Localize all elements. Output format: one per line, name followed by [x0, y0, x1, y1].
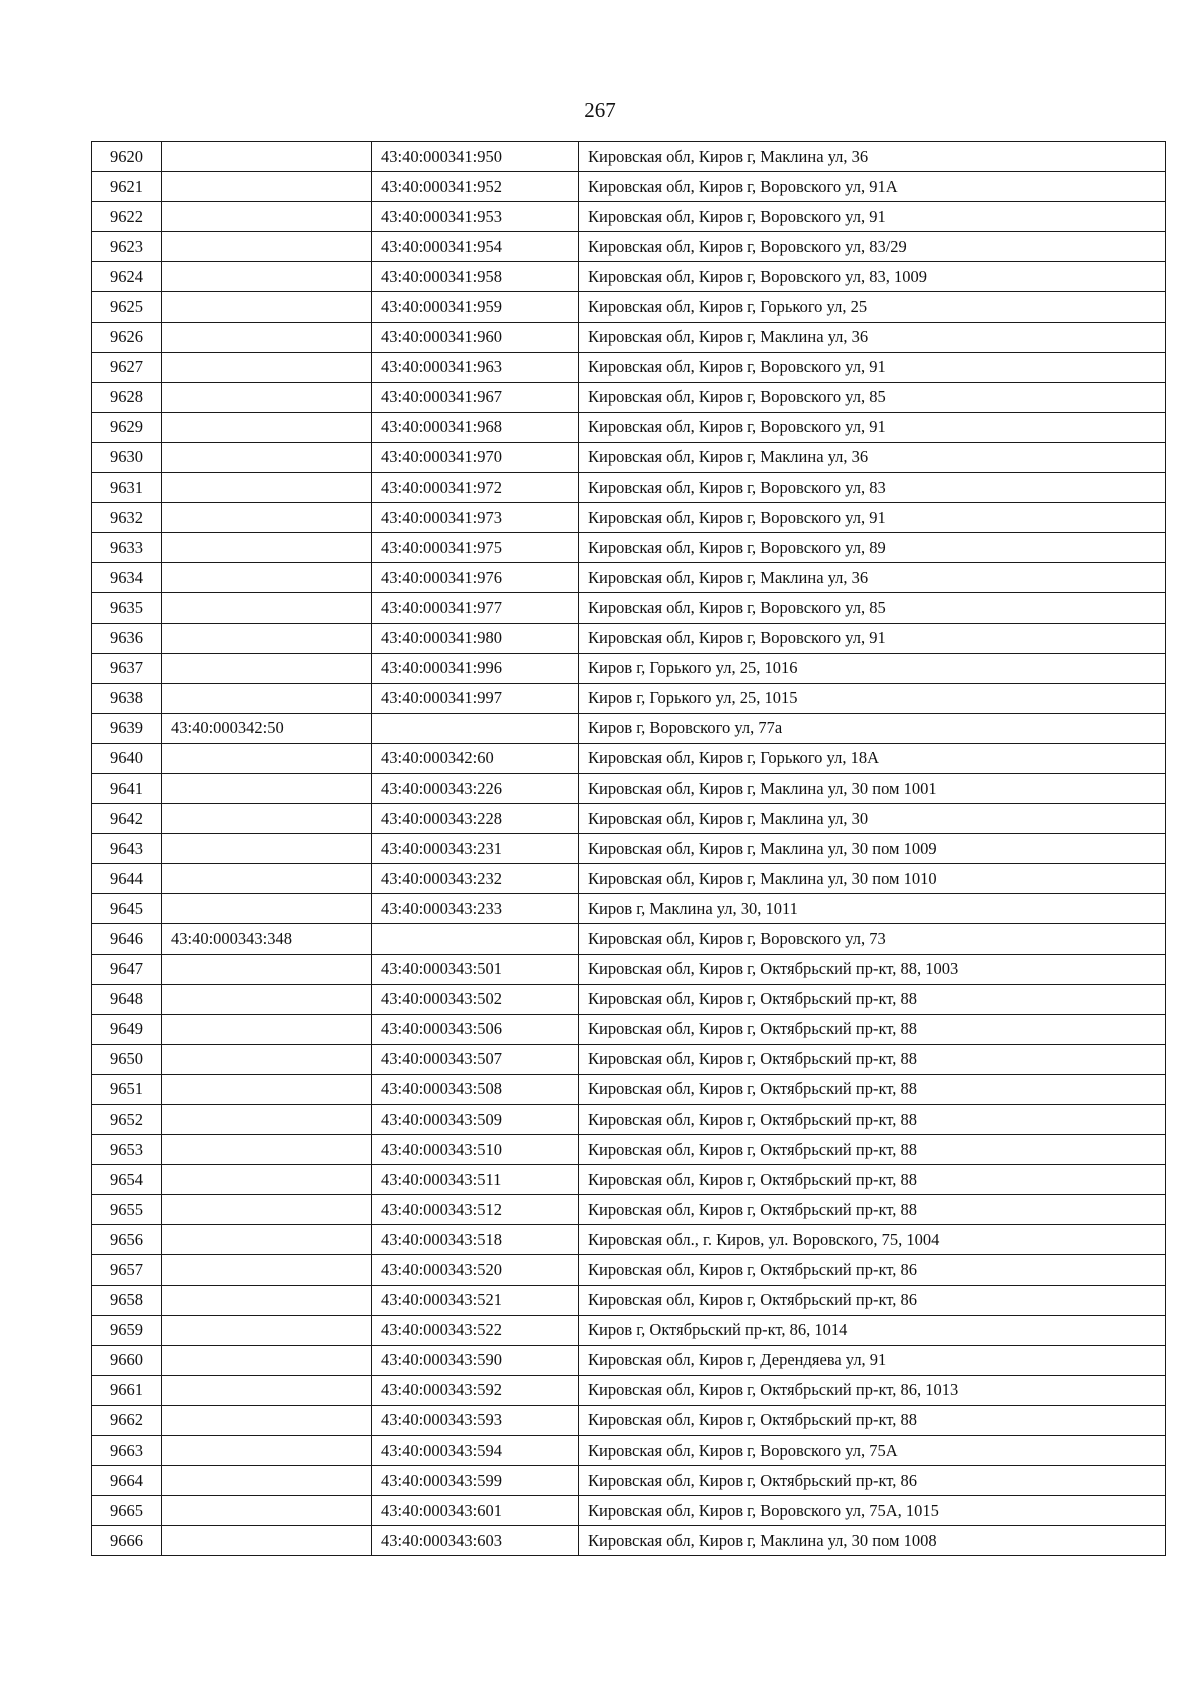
- cadastral-number-cell: 43:40:000343:506: [372, 1014, 579, 1044]
- row-number-cell: 9641: [92, 773, 162, 803]
- row-number-cell: 9660: [92, 1345, 162, 1375]
- address-cell: Кировская обл, Киров г, Воровского ул, 83/29: [579, 232, 1166, 262]
- row-number-cell: 9651: [92, 1074, 162, 1104]
- land-parcel-cell: [162, 382, 372, 412]
- cadastral-number-cell: 43:40:000343:501: [372, 954, 579, 984]
- cadastral-number-cell: 43:40:000343:592: [372, 1375, 579, 1405]
- land-parcel-cell: [162, 1436, 372, 1466]
- cadastral-number-cell: 43:40:000341:963: [372, 352, 579, 382]
- table-row: [92, 473, 1166, 503]
- cadastral-number-cell: 43:40:000341:958: [372, 262, 579, 292]
- address-cell: Кировская обл, Киров г, Октябрьский пр-кт, 88: [579, 1165, 1166, 1195]
- address-cell: Кировская обл, Киров г, Маклина ул, 30 пом 1001: [579, 773, 1166, 803]
- address-cell: Кировская обл, Киров г, Октябрьский пр-кт, 88: [579, 1135, 1166, 1165]
- cadastral-number-cell: 43:40:000343:603: [372, 1526, 579, 1556]
- land-parcel-cell: [162, 172, 372, 202]
- table-row: [92, 984, 1166, 1014]
- table-row: [92, 1135, 1166, 1165]
- row-number-cell: 9646: [92, 924, 162, 954]
- land-parcel-cell: 43:40:000343:348: [162, 924, 372, 954]
- cadastral-number-cell: 43:40:000343:502: [372, 984, 579, 1014]
- address-cell: Киров г, Горького ул, 25, 1015: [579, 683, 1166, 713]
- cadastral-number-cell: 43:40:000341:996: [372, 653, 579, 683]
- row-number-cell: 9624: [92, 262, 162, 292]
- cadastral-number-cell: 43:40:000343:507: [372, 1044, 579, 1074]
- row-number-cell: 9650: [92, 1044, 162, 1074]
- cadastral-number-cell: 43:40:000343:522: [372, 1315, 579, 1345]
- row-number-cell: 9640: [92, 743, 162, 773]
- cadastral-number-cell: 43:40:000341:980: [372, 623, 579, 653]
- land-parcel-cell: [162, 984, 372, 1014]
- table-row: [92, 653, 1166, 683]
- row-number-cell: 9642: [92, 804, 162, 834]
- address-cell: Кировская обл, Киров г, Воровского ул, 85: [579, 382, 1166, 412]
- land-parcel-cell: [162, 1405, 372, 1435]
- table-row: [92, 1496, 1166, 1526]
- row-number-cell: 9658: [92, 1285, 162, 1315]
- land-parcel-cell: [162, 1195, 372, 1225]
- row-number-cell: 9622: [92, 202, 162, 232]
- land-parcel-cell: [162, 1285, 372, 1315]
- address-cell: Киров г, Маклина ул, 30, 1011: [579, 894, 1166, 924]
- table-row: [92, 202, 1166, 232]
- cadastral-number-cell: 43:40:000343:508: [372, 1074, 579, 1104]
- cadastral-number-cell: [372, 924, 579, 954]
- table-row: [92, 503, 1166, 533]
- table-row: [92, 864, 1166, 894]
- land-parcel-cell: [162, 894, 372, 924]
- row-number-cell: 9654: [92, 1165, 162, 1195]
- address-cell: Кировская обл, Киров г, Воровского ул, 91: [579, 503, 1166, 533]
- row-number-cell: 9632: [92, 503, 162, 533]
- land-parcel-cell: [162, 292, 372, 322]
- address-cell: Кировская обл, Киров г, Маклина ул, 36: [579, 142, 1166, 172]
- table-row: [92, 1074, 1166, 1104]
- cadastral-number-cell: 43:40:000341:975: [372, 533, 579, 563]
- address-cell: Кировская обл, Киров г, Маклина ул, 30 пом 1010: [579, 864, 1166, 894]
- table-row: [92, 834, 1166, 864]
- address-cell: Кировская обл, Киров г, Октябрьский пр-кт, 88: [579, 984, 1166, 1014]
- address-cell: Кировская обл, Киров г, Маклина ул, 30 пом 1009: [579, 834, 1166, 864]
- cadastral-number-cell: 43:40:000341:954: [372, 232, 579, 262]
- row-number-cell: 9625: [92, 292, 162, 322]
- cadastral-number-cell: 43:40:000341:997: [372, 683, 579, 713]
- cadastral-number-cell: 43:40:000343:511: [372, 1165, 579, 1195]
- table-row: [92, 894, 1166, 924]
- row-number-cell: 9647: [92, 954, 162, 984]
- cadastral-number-cell: 43:40:000341:967: [372, 382, 579, 412]
- land-parcel-cell: [162, 412, 372, 442]
- cadastral-number-cell: 43:40:000341:973: [372, 503, 579, 533]
- land-parcel-cell: [162, 503, 372, 533]
- row-number-cell: 9652: [92, 1105, 162, 1135]
- address-cell: Кировская обл, Киров г, Маклина ул, 30 пом 1008: [579, 1526, 1166, 1556]
- row-number-cell: 9638: [92, 683, 162, 713]
- cadastral-number-cell: 43:40:000343:521: [372, 1285, 579, 1315]
- cadastral-number-cell: 43:40:000343:233: [372, 894, 579, 924]
- address-cell: Кировская обл, Киров г, Октябрьский пр-кт, 86: [579, 1285, 1166, 1315]
- row-number-cell: 9623: [92, 232, 162, 262]
- table-row: [92, 563, 1166, 593]
- row-number-cell: 9657: [92, 1255, 162, 1285]
- address-cell: Кировская обл, Киров г, Дерендяева ул, 91: [579, 1345, 1166, 1375]
- land-parcel-cell: [162, 1044, 372, 1074]
- address-cell: Кировская обл, Киров г, Октябрьский пр-кт, 88: [579, 1405, 1166, 1435]
- address-cell: Кировская обл, Киров г, Октябрьский пр-кт, 86: [579, 1466, 1166, 1496]
- table-row: [92, 1255, 1166, 1285]
- address-cell: Кировская обл, Киров г, Октябрьский пр-кт, 88: [579, 1044, 1166, 1074]
- row-number-cell: 9634: [92, 563, 162, 593]
- table-row: [92, 412, 1166, 442]
- land-parcel-cell: [162, 142, 372, 172]
- address-cell: Кировская обл, Киров г, Воровского ул, 91: [579, 623, 1166, 653]
- table-row: [92, 533, 1166, 563]
- land-parcel-cell: [162, 1345, 372, 1375]
- cadastral-number-cell: [372, 713, 579, 743]
- land-parcel-cell: [162, 1496, 372, 1526]
- table-row: [92, 142, 1166, 172]
- land-parcel-cell: [162, 1165, 372, 1195]
- address-cell: Кировская обл, Киров г, Октябрьский пр-кт, 88: [579, 1014, 1166, 1044]
- table-row: [92, 743, 1166, 773]
- land-parcel-cell: [162, 804, 372, 834]
- table-row: [92, 1375, 1166, 1405]
- cadastral-number-cell: 43:40:000343:518: [372, 1225, 579, 1255]
- address-cell: Кировская обл, Киров г, Воровского ул, 75А: [579, 1436, 1166, 1466]
- land-parcel-cell: [162, 1014, 372, 1044]
- cadastral-number-cell: 43:40:000341:953: [372, 202, 579, 232]
- row-number-cell: 9620: [92, 142, 162, 172]
- address-cell: Киров г, Октябрьский пр-кт, 86, 1014: [579, 1315, 1166, 1345]
- land-parcel-cell: [162, 352, 372, 382]
- cadastral-number-cell: 43:40:000341:952: [372, 172, 579, 202]
- land-parcel-cell: [162, 1255, 372, 1285]
- cadastral-number-cell: 43:40:000343:593: [372, 1405, 579, 1435]
- land-parcel-cell: [162, 473, 372, 503]
- table-row: [92, 1165, 1166, 1195]
- property-registry-table: [91, 141, 1166, 1556]
- cadastral-number-cell: 43:40:000341:977: [372, 593, 579, 623]
- cadastral-number-cell: 43:40:000341:960: [372, 322, 579, 352]
- table-row: [92, 713, 1166, 743]
- land-parcel-cell: [162, 864, 372, 894]
- address-cell: Кировская обл, Киров г, Октябрьский пр-кт, 88: [579, 1105, 1166, 1135]
- row-number-cell: 9631: [92, 473, 162, 503]
- table-row: [92, 1285, 1166, 1315]
- table-row: [92, 292, 1166, 322]
- cadastral-number-cell: 43:40:000343:601: [372, 1496, 579, 1526]
- table-row: [92, 1405, 1166, 1435]
- address-cell: Кировская обл, Киров г, Воровского ул, 91: [579, 412, 1166, 442]
- registry-table-body: [92, 142, 1166, 1556]
- land-parcel-cell: [162, 232, 372, 262]
- land-parcel-cell: [162, 834, 372, 864]
- address-cell: Кировская обл, Киров г, Октябрьский пр-кт, 88, 1003: [579, 954, 1166, 984]
- address-cell: Кировская обл, Киров г, Маклина ул, 30: [579, 804, 1166, 834]
- row-number-cell: 9644: [92, 864, 162, 894]
- table-row: [92, 683, 1166, 713]
- address-cell: Кировская обл, Киров г, Горького ул, 25: [579, 292, 1166, 322]
- land-parcel-cell: [162, 593, 372, 623]
- cadastral-number-cell: 43:40:000341:972: [372, 473, 579, 503]
- row-number-cell: 9649: [92, 1014, 162, 1044]
- table-row: [92, 352, 1166, 382]
- land-parcel-cell: [162, 954, 372, 984]
- table-row: [92, 232, 1166, 262]
- row-number-cell: 9633: [92, 533, 162, 563]
- row-number-cell: 9655: [92, 1195, 162, 1225]
- table-row: [92, 1315, 1166, 1345]
- address-cell: Кировская обл, Киров г, Воровского ул, 83: [579, 473, 1166, 503]
- address-cell: Кировская обл, Киров г, Воровского ул, 73: [579, 924, 1166, 954]
- cadastral-number-cell: 43:40:000343:231: [372, 834, 579, 864]
- cadastral-number-cell: 43:40:000343:590: [372, 1345, 579, 1375]
- row-number-cell: 9666: [92, 1526, 162, 1556]
- cadastral-number-cell: 43:40:000341:959: [372, 292, 579, 322]
- land-parcel-cell: [162, 653, 372, 683]
- land-parcel-cell: [162, 623, 372, 653]
- row-number-cell: 9635: [92, 593, 162, 623]
- table-row: [92, 1044, 1166, 1074]
- table-row: [92, 804, 1166, 834]
- cadastral-number-cell: 43:40:000343:226: [372, 773, 579, 803]
- row-number-cell: 9627: [92, 352, 162, 382]
- land-parcel-cell: [162, 1105, 372, 1135]
- cadastral-number-cell: 43:40:000343:594: [372, 1436, 579, 1466]
- row-number-cell: 9630: [92, 442, 162, 472]
- land-parcel-cell: 43:40:000342:50: [162, 713, 372, 743]
- land-parcel-cell: [162, 533, 372, 563]
- cadastral-number-cell: 43:40:000343:509: [372, 1105, 579, 1135]
- address-cell: Кировская обл, Киров г, Воровского ул, 89: [579, 533, 1166, 563]
- cadastral-number-cell: 43:40:000341:950: [372, 142, 579, 172]
- table-row: [92, 1105, 1166, 1135]
- table-row: [92, 262, 1166, 292]
- table-row: [92, 382, 1166, 412]
- cadastral-number-cell: 43:40:000343:228: [372, 804, 579, 834]
- address-cell: Киров г, Горького ул, 25, 1016: [579, 653, 1166, 683]
- table-row: [92, 322, 1166, 352]
- cadastral-number-cell: 43:40:000341:970: [372, 442, 579, 472]
- row-number-cell: 9659: [92, 1315, 162, 1345]
- cadastral-number-cell: 43:40:000342:60: [372, 743, 579, 773]
- row-number-cell: 9663: [92, 1436, 162, 1466]
- address-cell: Кировская обл, Киров г, Воровского ул, 85: [579, 593, 1166, 623]
- land-parcel-cell: [162, 563, 372, 593]
- address-cell: Киров г, Воровского ул, 77а: [579, 713, 1166, 743]
- address-cell: Кировская обл, Киров г, Горького ул, 18А: [579, 743, 1166, 773]
- table-row: [92, 1225, 1166, 1255]
- land-parcel-cell: [162, 442, 372, 472]
- cadastral-number-cell: 43:40:000341:968: [372, 412, 579, 442]
- row-number-cell: 9664: [92, 1466, 162, 1496]
- land-parcel-cell: [162, 743, 372, 773]
- address-cell: Кировская обл, Киров г, Воровского ул, 91А: [579, 172, 1166, 202]
- land-parcel-cell: [162, 1135, 372, 1165]
- address-cell: Кировская обл, Киров г, Маклина ул, 36: [579, 442, 1166, 472]
- land-parcel-cell: [162, 1375, 372, 1405]
- address-cell: Кировская обл, Киров г, Октябрьский пр-кт, 86: [579, 1255, 1166, 1285]
- row-number-cell: 9662: [92, 1405, 162, 1435]
- address-cell: Кировская обл., г. Киров, ул. Воровского, 75, 1004: [579, 1225, 1166, 1255]
- table-row: [92, 1436, 1166, 1466]
- address-cell: Кировская обл, Киров г, Октябрьский пр-кт, 88: [579, 1074, 1166, 1104]
- land-parcel-cell: [162, 202, 372, 232]
- cadastral-number-cell: 43:40:000343:599: [372, 1466, 579, 1496]
- table-row: [92, 1345, 1166, 1375]
- row-number-cell: 9665: [92, 1496, 162, 1526]
- row-number-cell: 9645: [92, 894, 162, 924]
- cadastral-number-cell: 43:40:000343:520: [372, 1255, 579, 1285]
- row-number-cell: 9621: [92, 172, 162, 202]
- land-parcel-cell: [162, 773, 372, 803]
- table-row: [92, 773, 1166, 803]
- table-row: [92, 623, 1166, 653]
- row-number-cell: 9636: [92, 623, 162, 653]
- table-row: [92, 1526, 1166, 1556]
- table-row: [92, 924, 1166, 954]
- address-cell: Кировская обл, Киров г, Воровского ул, 91: [579, 202, 1166, 232]
- address-cell: Кировская обл, Киров г, Воровского ул, 75А, 1015: [579, 1496, 1166, 1526]
- table-row: [92, 442, 1166, 472]
- row-number-cell: 9628: [92, 382, 162, 412]
- table-row: [92, 172, 1166, 202]
- land-parcel-cell: [162, 1074, 372, 1104]
- row-number-cell: 9661: [92, 1375, 162, 1405]
- table-row: [92, 954, 1166, 984]
- row-number-cell: 9643: [92, 834, 162, 864]
- cadastral-number-cell: 43:40:000343:512: [372, 1195, 579, 1225]
- land-parcel-cell: [162, 1466, 372, 1496]
- land-parcel-cell: [162, 1526, 372, 1556]
- address-cell: Кировская обл, Киров г, Воровского ул, 91: [579, 352, 1166, 382]
- table-row: [92, 1014, 1166, 1044]
- cadastral-number-cell: 43:40:000343:510: [372, 1135, 579, 1165]
- cadastral-number-cell: 43:40:000341:976: [372, 563, 579, 593]
- land-parcel-cell: [162, 262, 372, 292]
- land-parcel-cell: [162, 683, 372, 713]
- address-cell: Кировская обл, Киров г, Октябрьский пр-кт, 86, 1013: [579, 1375, 1166, 1405]
- row-number-cell: 9656: [92, 1225, 162, 1255]
- land-parcel-cell: [162, 1225, 372, 1255]
- table-row: [92, 593, 1166, 623]
- row-number-cell: 9639: [92, 713, 162, 743]
- row-number-cell: 9626: [92, 322, 162, 352]
- table-row: [92, 1195, 1166, 1225]
- page-number: 267: [584, 98, 616, 122]
- address-cell: Кировская обл, Киров г, Маклина ул, 36: [579, 563, 1166, 593]
- land-parcel-cell: [162, 1315, 372, 1345]
- address-cell: Кировская обл, Киров г, Октябрьский пр-кт, 88: [579, 1195, 1166, 1225]
- row-number-cell: 9629: [92, 412, 162, 442]
- table-row: [92, 1466, 1166, 1496]
- address-cell: Кировская обл, Киров г, Маклина ул, 36: [579, 322, 1166, 352]
- land-parcel-cell: [162, 322, 372, 352]
- address-cell: Кировская обл, Киров г, Воровского ул, 83, 1009: [579, 262, 1166, 292]
- cadastral-number-cell: 43:40:000343:232: [372, 864, 579, 894]
- row-number-cell: 9653: [92, 1135, 162, 1165]
- row-number-cell: 9648: [92, 984, 162, 1014]
- row-number-cell: 9637: [92, 653, 162, 683]
